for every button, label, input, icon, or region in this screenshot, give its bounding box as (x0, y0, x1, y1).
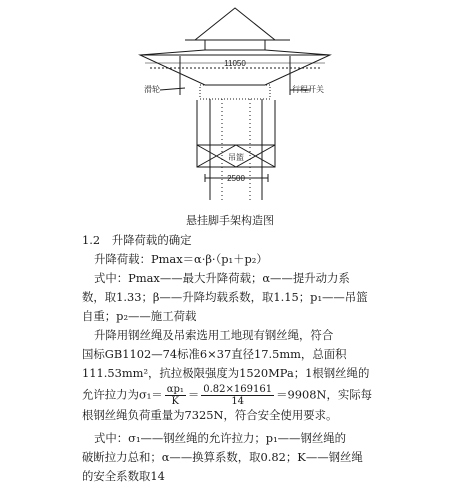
paragraph-line: 式中：σ₁——钢丝绳的允许拉力；p₁——钢丝绳的 (94, 431, 347, 445)
equals-sign: ＝ (187, 387, 200, 402)
fraction-denominator: 14 (231, 396, 245, 407)
basket-label: 吊篮 (228, 153, 244, 162)
fraction-alpha-p-over-k (165, 384, 186, 407)
dimension-label-basket: 2500 (227, 174, 245, 183)
formula-prefix: 允许拉力为σ₁＝ (82, 387, 163, 402)
paragraph-line: 升降荷载：Pmax＝α·β·（p₁＋p₂） (94, 252, 268, 266)
roof-cap (195, 8, 275, 40)
pulley-label: 滑轮 (144, 85, 160, 94)
section-title: 升降荷载的确定 (111, 233, 192, 247)
fraction-denominator: K (171, 396, 180, 407)
fraction-numerator: 0.82×169161 (203, 384, 273, 395)
fraction-computation (201, 384, 274, 407)
paragraph-line: 数，取1.33；β——升降均载系数，取1.15；p₁——吊篮 (82, 290, 368, 304)
paragraph-line: 111.53mm²，抗拉极限强度为1520MPa；1根钢丝绳的 (82, 366, 370, 380)
paragraph-line: 国标GB1102—74标准6×37直径17.5mm，总面积 (82, 347, 347, 361)
formula-line (82, 384, 372, 407)
paragraph-line: 破断拉力总和；α——换算系数，取0.82；K——钢丝绳 (82, 450, 363, 464)
paragraph-line: 式中：Pmax——最大升降荷载；α——提升动力系 (94, 271, 350, 285)
figure-caption: 悬挂脚手架构造图 (186, 214, 274, 227)
limit-switch-label: 行程开关 (292, 85, 324, 94)
fraction-numerator: αp₁ (166, 384, 184, 395)
paragraph-line: 的安全系数取14 (82, 469, 165, 483)
paragraph-line: 根钢丝绳负荷重量为7325N，符合安全使用要求。 (82, 408, 338, 422)
section-number: 1.2 (82, 233, 101, 247)
scaffold-figure (0, 0, 460, 215)
paragraph-line: 自重；p₂——施工荷载 (82, 309, 197, 323)
dimension-label-top: 11050 (224, 59, 246, 68)
paragraph-line: 升降用钢丝绳及吊索选用工地现有钢丝绳，符合 (94, 328, 334, 342)
formula-result: ＝9908N，实际每 (276, 387, 373, 402)
scaffold-structure-diagram (0, 0, 460, 215)
section-heading (82, 232, 192, 248)
